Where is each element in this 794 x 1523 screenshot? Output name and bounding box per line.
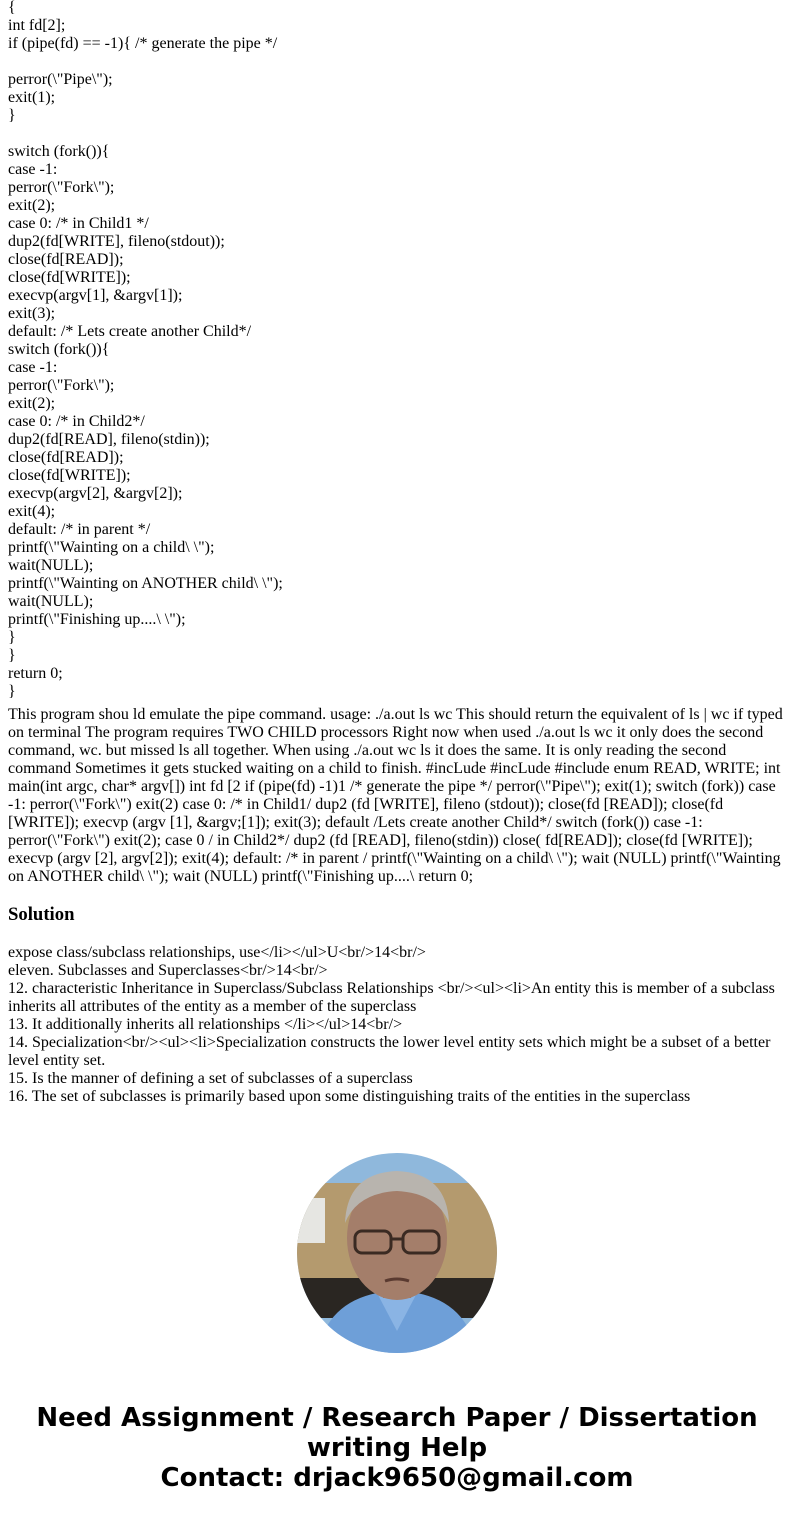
question-text: This program shou ld emulate the pipe command. usage: ./a.out ls wc This should return the equivalent of ls | wc if typed on terminal The program requires TWO CHILD processors Right now when used ./a.out ls wc it only does the second command, wc. but missed ls all together. When using ./a.out wc ls it does the same. It is only reading the second command Sometimes it gets stucked waiting on a child to finish. #incLude #incLude #include enum READ, WRITE; int main(int argc, char* argv[]) int fd [2 if (pipe(fd) -1)1 /* generate the pipe */ perror(\"Pipe\"); exit(1); switch (fork)) case -1: perror(\"Fork\") exit(2) case 0: /* in Child1/ dup2 (fd [WRITE], fileno (stdout)); close(fd [READ]); close(fd [WRITE]); execvp (argv [1], &argv;[1]); exit(3); default /Lets create another Child*/ switch (fork()) case -1: perror(\"Fork\") exit(2); case 0 / in Child2*/ dup2 (fd [READ], fileno(stdin)) close( fd[READ]); close(fd [WRITE]); execvp (argv [2], argv[2]); exit(4); default: /* in parent / printf(\"Wainting on a child\ \"); wait (NULL) printf(\"Wainting on ANOTHER child\ \"); wait (NULL) printf(\"Finishing up....\ return 0; bbox=[8, 706, 783, 885]
code-line: } bbox=[8, 629, 16, 646]
code-line: close(fd[READ]); bbox=[8, 251, 124, 268]
code-line: exit(1); bbox=[8, 89, 56, 106]
code-line: close(fd[WRITE]); bbox=[8, 269, 131, 286]
code-line: default: /* in parent */ bbox=[8, 521, 151, 538]
code-line: } bbox=[8, 683, 16, 700]
code-line: case 0: /* in Child1 */ bbox=[8, 215, 149, 232]
code-line: } bbox=[8, 647, 16, 664]
code-line: default: /* Lets create another Child*/ bbox=[8, 323, 252, 340]
code-line: case -1: bbox=[8, 359, 58, 376]
code-line bbox=[8, 53, 283, 71]
code-line: printf(\"Wainting on ANOTHER child\ \"); bbox=[8, 575, 283, 592]
solution-line: 12. characteristic Inheritance in Superclass/Subclass Relationships <br/><ul><li>An entity this is member of a subclass inherits all attributes of the entity as a member of the superclass bbox=[8, 980, 775, 1015]
solution-line: 14. Specialization<br/><ul><li>Specialization constructs the lower level entity sets which might be a subset of a better level entity set. bbox=[8, 1034, 771, 1069]
code-line: exit(4); bbox=[8, 503, 56, 520]
code-line: perror(\"Fork\"); bbox=[8, 377, 115, 394]
solution-line: eleven. Subclasses and Superclasses<br/>14<br/> bbox=[8, 962, 328, 979]
code-line: case -1: bbox=[8, 161, 58, 178]
code-line: case 0: /* in Child2*/ bbox=[8, 413, 145, 430]
code-line: switch (fork()){ bbox=[8, 341, 110, 358]
code-line: execvp(argv[2], &argv[2]); bbox=[8, 485, 183, 502]
cta-headline: Need Assignment / Research Paper / Dissertation writing Help bbox=[36, 1403, 758, 1463]
code-line: wait(NULL); bbox=[8, 593, 94, 610]
solution-line: 15. Is the manner of defining a set of subclasses of a superclass bbox=[8, 1070, 413, 1087]
code-line: wait(NULL); bbox=[8, 557, 94, 574]
contact-banner bbox=[0, 1403, 794, 1493]
solution-line: 13. It additionally inherits all relationships </li></ul>14<br/> bbox=[8, 1016, 403, 1033]
code-line bbox=[8, 125, 283, 143]
solution-text bbox=[8, 944, 786, 1106]
code-line: exit(2); bbox=[8, 395, 56, 412]
code-line: { bbox=[8, 0, 16, 16]
author-avatar bbox=[297, 1153, 497, 1353]
code-line: exit(3); bbox=[8, 305, 56, 322]
code-line: close(fd[READ]); bbox=[8, 449, 124, 466]
code-line: if (pipe(fd) == -1){ /* generate the pipe */ bbox=[8, 35, 278, 52]
code-line: perror(\"Pipe\"); bbox=[8, 71, 113, 88]
solution-line: 16. The set of subclasses is primarily based upon some distinguishing traits of the entities in the superclass bbox=[8, 1088, 691, 1105]
code-line: return 0; bbox=[8, 665, 63, 682]
solution-heading: Solution bbox=[8, 904, 75, 925]
cta-contact: Contact: drjack9650@gmail.com bbox=[160, 1463, 634, 1493]
code-line: exit(2); bbox=[8, 197, 56, 214]
code-listing bbox=[8, 0, 283, 701]
code-line: dup2(fd[READ], fileno(stdin)); bbox=[8, 431, 210, 448]
avatar-photo bbox=[297, 1153, 497, 1353]
code-line: dup2(fd[WRITE], fileno(stdout)); bbox=[8, 233, 225, 250]
code-line: close(fd[WRITE]); bbox=[8, 467, 131, 484]
code-line: perror(\"Fork\"); bbox=[8, 179, 115, 196]
code-line: execvp(argv[1], &argv[1]); bbox=[8, 287, 183, 304]
code-line: printf(\"Wainting on a child\ \"); bbox=[8, 539, 215, 556]
code-line: int fd[2]; bbox=[8, 17, 66, 34]
solution-line: expose class/subclass relationships, use</li></ul>U<br/>14<br/> bbox=[8, 944, 426, 961]
code-line: printf(\"Finishing up....\ \"); bbox=[8, 611, 186, 628]
code-line: } bbox=[8, 107, 16, 124]
code-line: switch (fork()){ bbox=[8, 143, 110, 160]
